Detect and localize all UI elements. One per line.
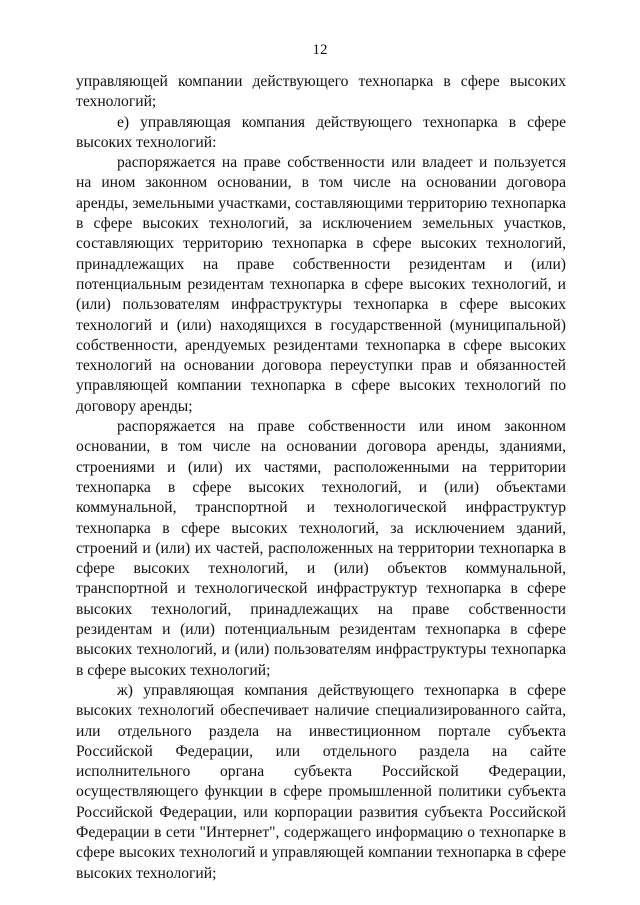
paragraph-item-e: е) управляющая компания действующего технопарка в сфере высоких технологий: (76, 113, 566, 151)
paragraph-item-zh: ж) управляющая компания действующего технопарка в сфере высоких технологий обеспечивает наличие специализированного сайта, или отдельного раздела на инвестиционном портале субъекта Российской Федерации, или отдельного раздела на сайте исполнительного органа субъекта Российской Федерации, осуществляющего функции в сфере промышленной политики субъекта Российской Федерации, или корпорации развития субъекта Российской Федерации в сети "Интернет", содержащего информацию о технопарке в сфере высоких технологий и управляющей компании технопарка в сфере высоких технологий; (76, 681, 566, 882)
document-body (76, 72, 566, 884)
page-number: 12 (312, 42, 328, 58)
paragraph-land-plots: распоряжается на праве собственности или владеет и пользуется на ином законном основании, в том числе на основании договора аренды, земельными участками, составляющими территорию технопарка в сфере высоких технологий, за исключением земельных участков, составляющих территорию технопарка в сфере высоких технологий, принадлежащих на праве собственности резидентам и (или) потенциальным резидентам технопарка в сфере высоких технологий, и (или) пользователям инфраструктуры технопарка в сфере высоких технологий и (или) находящихся в государственной (муниципальной) собственности, арендуемых резидентами технопарка в сфере высоких технологий на основании договора переуступки прав и обязанностей управляющей компании технопарка в сфере высоких технологий по договору аренды; (76, 154, 566, 415)
paragraph-continuation: управляющей компании действующего технопарка в сфере высоких технологий; (76, 73, 566, 111)
paragraph-buildings: распоряжается на праве собственности или ином законном основании, в том числе на основании договора аренды, зданиями, строениями и (или) их частями, расположенными на территории технопарка в сфере высоких технологий, и (или) объектами коммунальной, транспортной и технологической инфраструктур технопарка в сфере высоких технологий, за исключением зданий, строений и (или) их частей, расположенных на территории технопарка в сфере высоких технологий, и (или) объектов коммунальной, транспортной и технологической инфраструктур технопарка в сфере высоких технологий, принадлежащих на праве собственности резидентам и (или) потенциальным резидентам технопарка в сфере высоких технологий, и (или) пользователям инфраструктуры технопарка в сфере высоких технологий; (76, 418, 566, 679)
